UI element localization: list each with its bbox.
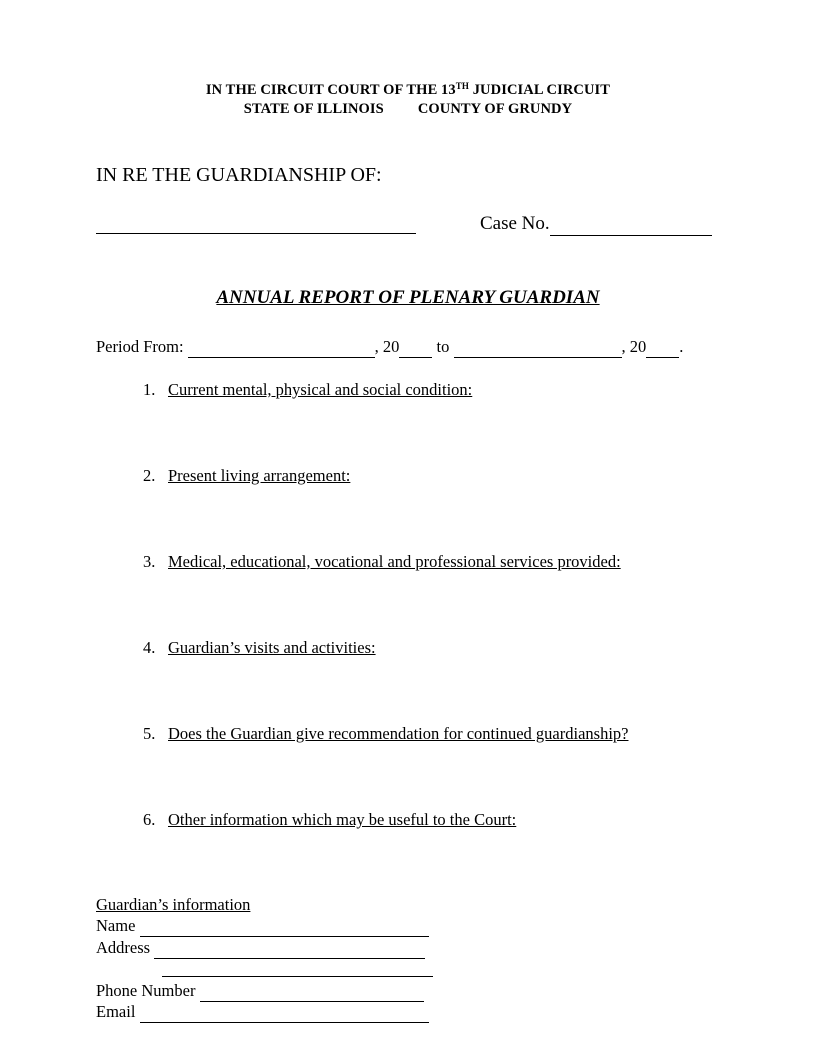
jurisdiction-line xyxy=(0,101,816,118)
case-number-blank[interactable] xyxy=(550,213,712,236)
name-blank[interactable] xyxy=(140,916,429,937)
item-label: Present living arrangement: xyxy=(168,466,351,485)
item-label: Does the Guardian give recommendation for continued guardianship? xyxy=(168,724,629,743)
item-label: Guardian’s visits and activities: xyxy=(168,638,376,657)
period-end-year-blank[interactable] xyxy=(646,337,679,358)
item-label: Medical, educational, vocational and professional services provided: xyxy=(168,552,621,571)
email-blank[interactable] xyxy=(140,1002,429,1023)
ordinal-suffix: TH xyxy=(455,81,469,91)
year-prefix-1: , 20 xyxy=(374,337,400,356)
item-number: 2. xyxy=(143,466,156,485)
phone-label: Phone Number xyxy=(96,981,196,1000)
item-label: Current mental, physical and social condition: xyxy=(168,380,473,399)
ward-name-blank[interactable] xyxy=(96,233,416,234)
guardian-email-field xyxy=(96,1002,429,1023)
report-item-recommendation xyxy=(143,724,628,744)
item-number: 5. xyxy=(143,724,156,743)
county-text: COUNTY OF GRUNDY xyxy=(417,101,573,117)
item-number: 1. xyxy=(143,380,156,399)
item-number: 6. xyxy=(143,810,156,829)
item-number: 3. xyxy=(143,552,156,571)
report-item-other-information xyxy=(143,810,516,830)
item-number: 4. xyxy=(143,638,156,657)
circuit-text: JUDICIAL CIRCUIT xyxy=(468,82,611,98)
report-item-services xyxy=(143,552,621,572)
name-label: Name xyxy=(96,916,136,935)
period-to-label: to xyxy=(436,337,450,356)
email-label: Email xyxy=(96,1002,136,1021)
period-from-label: Period From: xyxy=(96,337,184,356)
report-item-living-arrangement xyxy=(143,466,350,486)
state-text: STATE OF ILLINOIS xyxy=(243,101,384,117)
address-blank-line-2[interactable] xyxy=(162,976,433,977)
address-blank[interactable] xyxy=(154,938,425,959)
period-end-date-blank[interactable] xyxy=(454,337,622,358)
period-start-year-blank[interactable] xyxy=(399,337,432,358)
report-item-condition xyxy=(143,380,472,400)
case-number-field xyxy=(480,213,712,236)
case-number-label: Case No. xyxy=(480,213,550,234)
phone-blank[interactable] xyxy=(200,981,424,1002)
guardian-address-field xyxy=(96,938,425,959)
period-line xyxy=(96,337,683,358)
item-label: Other information which may be useful to the Court: xyxy=(168,810,517,829)
court-header-line xyxy=(0,82,816,99)
year-prefix-2: , 20 xyxy=(621,337,647,356)
report-title: ANNUAL REPORT OF PLENARY GUARDIAN xyxy=(216,287,600,308)
period-end-mark: . xyxy=(679,337,684,356)
court-name-text: IN THE CIRCUIT COURT OF THE 13 xyxy=(205,82,456,98)
report-item-visits xyxy=(143,638,376,658)
address-label: Address xyxy=(96,938,151,957)
case-caption: IN RE THE GUARDIANSHIP OF: xyxy=(96,164,382,186)
guardian-info-heading: Guardian’s information xyxy=(96,895,251,914)
guardian-name-field xyxy=(96,916,429,937)
guardian-phone-field xyxy=(96,981,424,1002)
period-start-date-blank[interactable] xyxy=(188,337,375,358)
